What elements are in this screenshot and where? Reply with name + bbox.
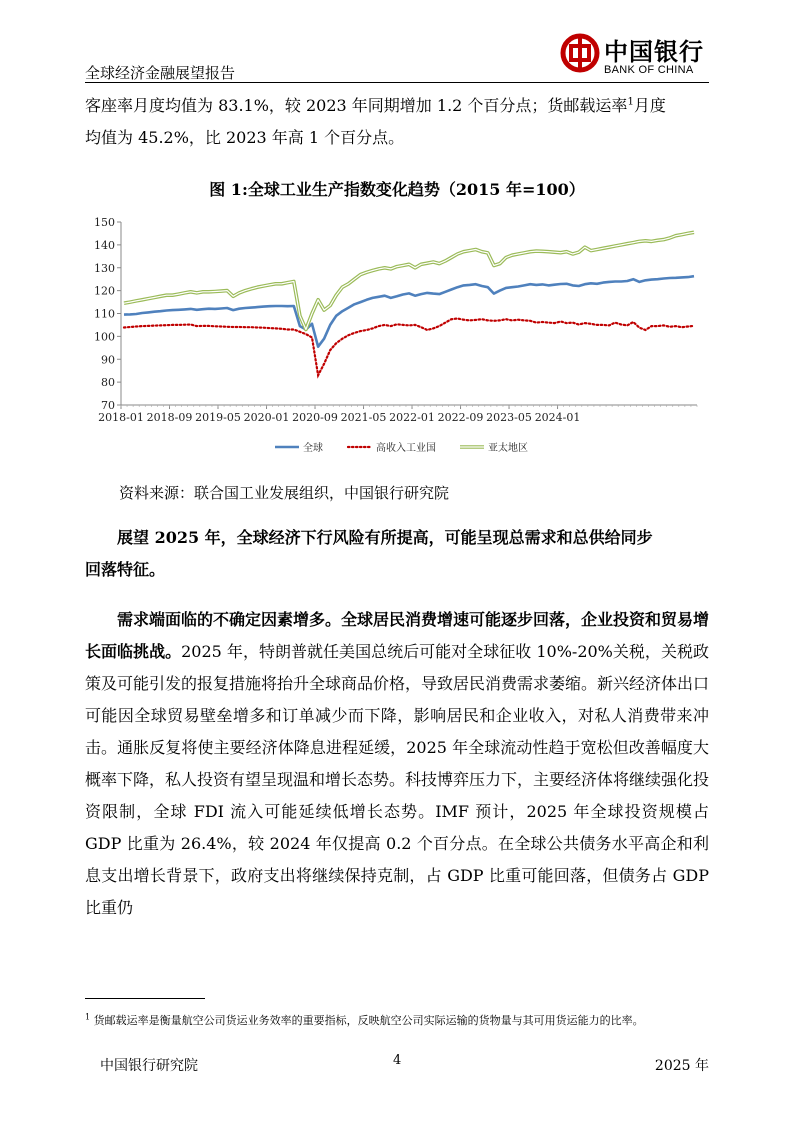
intro-paragraph xyxy=(85,90,709,154)
footnote xyxy=(85,1012,644,1028)
y-tick-label: 80 xyxy=(101,376,115,390)
y-tick-label: 100 xyxy=(94,330,115,344)
outlook-line1: 展望 2025 年，全球经济下行风险有所提高，可能呈现总需求和总供给同步 xyxy=(117,528,653,547)
outlook-paragraph xyxy=(85,522,709,586)
legend-label: 高收入工业国 xyxy=(376,443,436,454)
figure-title: 图 1:全球工业生产指数变化趋势（2015 年=100） xyxy=(209,180,585,199)
page-number: 4 xyxy=(393,1053,402,1068)
y-tick-label: 150 xyxy=(94,216,115,229)
intro-line1-b: 月度 xyxy=(633,96,666,115)
legend-label: 亚太地区 xyxy=(488,443,528,454)
bank-of-china-logo xyxy=(560,30,710,80)
outlook-line2: 回落特征。 xyxy=(85,560,166,579)
body-text: 2025 年，特朗普就任美国总统后可能对全球征收 10%-20%关税，关税政策及可能引发的报复措施将抬升全球商品价格，导致居民消费需求萎缩。新兴经济体出口可能因全球贸易壁垒增多和订单减少而下降，影响居民和企业收入，对私人消费带来冲击。通胀反复将使主要经济体降息进程延缓，2025 年全球流动性趋于宽松但改善幅度大概率下降，私人投资有望呈现温和增长态势。科技博弈压力下，主要经济体将继续强化投资限制，全球 FDI 流入可能延续低增长态势。IMF 预计，2025 年全球投资规模占 GDP 比重为 26.4%，较 2024 年仅提高 0.2 个百分点。在全球公共债务水平高企和利息支出增长背景下，政府支出将继续保持克制，占 GDP 比重可能回落，但债务占 GDP 比重仍 xyxy=(85,642,710,917)
footer-org: 中国银行研究院 xyxy=(100,1058,198,1074)
logo-chinese-text: 中国银行 xyxy=(604,37,704,66)
y-tick-label: 70 xyxy=(101,399,115,412)
x-tick-label: 2020-01 xyxy=(243,411,290,424)
x-tick-label: 2022-09 xyxy=(437,411,484,424)
report-title: 全球经济金融展望报告 xyxy=(85,64,236,82)
y-tick-label: 140 xyxy=(94,238,115,252)
x-tick-label: 2020-09 xyxy=(292,411,338,424)
y-tick-label: 90 xyxy=(101,353,115,367)
footer-year: 2025 年 xyxy=(654,1058,709,1074)
body-paragraph xyxy=(85,604,709,924)
x-tick-label: 2024-01 xyxy=(534,411,581,424)
intro-line1-a: 客座率月度均值为 83.1%，较 2023 年同期增加 1.2 个百分点；货邮载运率 xyxy=(85,96,628,115)
footnote-mark: 1 xyxy=(85,1012,91,1022)
y-tick-label: 120 xyxy=(94,284,115,298)
body-lead-bold: 需求端面临的不确定因素增多。全球居民消费增速可能逐步回落，企业投资和贸易增长面临挑战。 xyxy=(85,610,710,661)
industrial-production-chart xyxy=(85,210,709,460)
footnote-ref[interactable]: 1 xyxy=(627,96,634,108)
series-line-high-income xyxy=(124,319,694,376)
series-line-global xyxy=(124,276,694,347)
x-tick-label: 2018-01 xyxy=(98,411,144,424)
bank-of-china-emblem-icon xyxy=(560,33,600,73)
x-tick-label: 2022-01 xyxy=(389,411,435,424)
logo-english-text: BANK OF CHINA xyxy=(604,64,694,76)
x-tick-label: 2019-05 xyxy=(195,411,241,424)
legend-label: 全球 xyxy=(303,443,323,454)
x-tick-label: 2023-05 xyxy=(486,411,532,424)
chart-series xyxy=(124,232,694,375)
footnote-text: 货邮载运率是衡量航空公司货运业务效率的重要指标，反映航空公司实际运输的货物量与其可用货运能力的比率。 xyxy=(93,1014,644,1027)
intro-line2: 均值为 45.2%，比 2023 年高 1 个百分点。 xyxy=(85,128,405,147)
footnote-rule xyxy=(85,998,205,999)
chart-legend xyxy=(275,441,528,454)
header-rule xyxy=(85,82,709,83)
x-tick-label: 2021-05 xyxy=(340,411,387,424)
figure-source: 资料来源：联合国工业发展组织，中国银行研究院 xyxy=(119,484,450,502)
y-tick-label: 130 xyxy=(94,261,115,275)
x-tick-label: 2018-09 xyxy=(146,411,193,424)
y-tick-label: 110 xyxy=(94,307,115,321)
